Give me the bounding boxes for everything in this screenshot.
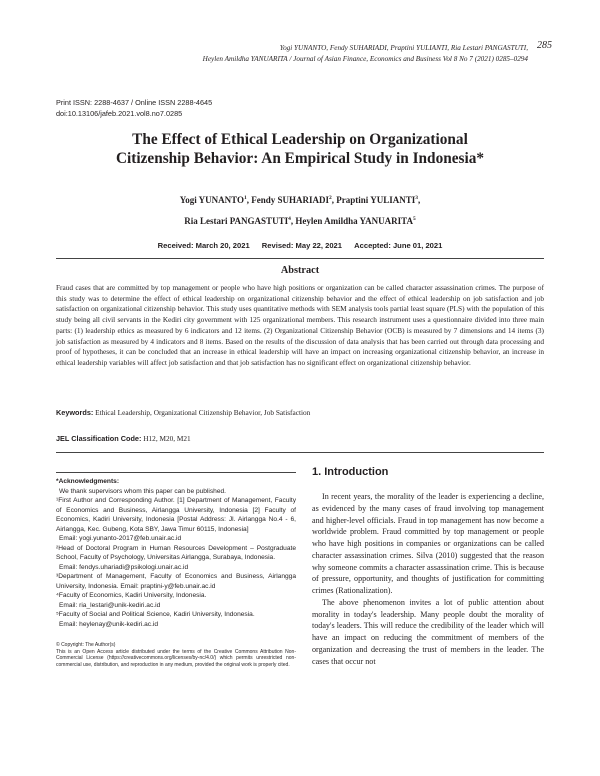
keywords-label: Keywords: bbox=[56, 408, 94, 417]
page-number: 285 bbox=[537, 40, 552, 51]
jel-codes: H12, M20, M21 bbox=[143, 434, 191, 443]
running-header bbox=[58, 43, 528, 65]
doi-link[interactable]: doi:10.13106/jafeb.2021.vol8.no7.0285 bbox=[56, 108, 183, 118]
footnote-divider bbox=[56, 472, 296, 473]
section-heading-introduction: 1. Introduction bbox=[312, 466, 389, 478]
footnote-item: ¹First Author and Corresponding Author. [1] Department of Management, Faculty of Economics and Business, Airlangga University, Indonesia [2] Faculty of Economics, Kadiri University, Indonesia [Postal Address: Jl. Airlangga No.4 - 6, Airlangga, Kec. Gubeng, Kota SBY, Jawa Timur 60115, Indonesia] bbox=[56, 497, 296, 533]
keywords bbox=[56, 408, 544, 417]
acknowledgments-text: We thank supervisors whom this paper can be published. bbox=[59, 487, 227, 495]
running-header-line2: Heylen Amildha YANUARITA / Journal of Asian Finance, Economics and Business Vol 8 No 7 (2021) 0285–0294 bbox=[202, 55, 528, 63]
author-affil: 4 bbox=[288, 216, 291, 222]
revised-date: Revised: May 22, 2021 bbox=[261, 241, 343, 250]
author-name: Heylen Amildha YANUARITA bbox=[295, 216, 414, 226]
footnote-item: ³Department of Management, Faculty of Economics and Business, Airlangga University, Indonesia. Email: praptini-y@feb.unair.ac.id bbox=[56, 573, 296, 590]
introduction-paragraph: In recent years, the morality of the leader is experiencing a decline, as evidenced by the many cases of fraud involving top management and higher-level officials. Fraud in top management has now become a worldwide problem. Fraud committed by top management or people who have high positions in companies or organizations can be called character assassination crimes. Silva (2010) suggested that the reason why someone commits a character assassination crime. This is because of pressure, opportunity, and thoughts of justification for committing crimes (Rationalization). bbox=[312, 492, 544, 595]
abstract-text: Fraud cases that are committed by top management or people who have high positions or organization can be called character assassination crimes. The purpose of this study was to determine the effect of ethical leadership on organizational citizenship behavior and the effect of ethical leadership on job satisfaction and job satisfaction on organizational citizenship behavior. This study uses quantitative methods with SEM analysis tools partial least square (PLS) with the population of this study being all civil servants in the Kediri city government with 125 organizational members. This research instrument uses a questionnaire divided into three main parts: (1) leadership ethics as measured by 6 indicators and 12 items. (2) Organizational Citizenship Behavior (OCB) is measured by 7 dimensions and 14 items (3) job satisfaction as measured by 4 indicators and 8 items. Based on the results of the discussion of data analysis that has been carried out through data processing and proof of hypotheses, it can be concluded that an increase in ethical leadership will have an impact on increasing organizational citizenship behavior, an increase in ethical leadership variables will affect job satisfaction and that job satisfaction has no significant effect on organizational citizenship behavior. bbox=[56, 283, 544, 367]
author-name: Ria Lestari PANGASTUTI bbox=[184, 216, 289, 226]
author-line2 bbox=[40, 216, 560, 226]
divider bbox=[56, 258, 544, 259]
issn: Print ISSN: 2288-4637 / Online ISSN 2288-4645 bbox=[56, 98, 213, 107]
footnote-email[interactable]: Email: heylenay@unik-kediri.ac.id bbox=[59, 620, 159, 628]
divider bbox=[56, 452, 544, 453]
title-line2: Citizenship Behavior: An Empirical Study in Indonesia* bbox=[115, 150, 485, 167]
footnote-email[interactable]: Email: yogi.yunanto-2017@feb.unair.ac.id bbox=[59, 535, 182, 542]
introduction-paragraph: The above phenomenon invites a lot of public attention about morality in today's leadership. Many people doubt the morality of today's leaders. This will reduce the credibility of the leader which will have an impact on reducing the commitment of members of the organization and decreasing the trust of members in the leader. The cases that occur not bbox=[312, 597, 544, 666]
acknowledgments-heading: *Acknowledgments: bbox=[56, 478, 120, 485]
abstract-heading: Abstract bbox=[280, 265, 320, 276]
footnote-item: ⁵Faculty of Social and Political Science, Kadiri University, Indonesia. bbox=[56, 611, 255, 618]
footnote-item: ²Head of Doctoral Program in Human Resources Development – Postgraduate School, Faculty of Psychology, Universitas Airlangga, Surabaya, Indonesia. bbox=[56, 544, 296, 561]
author-affil: 2 bbox=[329, 195, 332, 201]
accepted-date: Accepted: June 01, 2021 bbox=[354, 241, 443, 250]
author-line1 bbox=[40, 195, 560, 205]
jel-label: JEL Classification Code: bbox=[56, 434, 142, 443]
jel-classification bbox=[56, 434, 544, 443]
author-name: Praptini YULIANTI bbox=[336, 195, 416, 205]
author-separator: , bbox=[246, 195, 252, 205]
footnotes bbox=[56, 477, 296, 629]
author-separator: , bbox=[290, 216, 296, 226]
footnote-email[interactable]: Email: fendys.uhariadi@psikologi.unair.ac.id bbox=[59, 563, 189, 571]
copyright-notice: © Copyright: The Author(s) This is an Open Access article distributed under the terms of the Creative Commons Attribution Non-Commercial License (https://creativecommons.org/licenses/by-nc/4.0/) which permits unrestricted non-commercial use, distribution, and reproduction in any medium, provided the original work is properly cited. bbox=[56, 642, 296, 669]
author-name: Fendy SUHARIADI bbox=[251, 195, 330, 205]
author-separator: , bbox=[331, 195, 337, 205]
author-affil: 1 bbox=[244, 195, 247, 201]
article-dates bbox=[40, 241, 560, 250]
keywords-text: Ethical Leadership, Organizational Citizenship Behavior, Job Satisfaction bbox=[95, 408, 311, 417]
paper-title bbox=[40, 130, 560, 168]
journal-meta bbox=[56, 98, 212, 119]
author-name: Yogi YUNANTO bbox=[179, 195, 245, 205]
footnote-email[interactable]: Email: ria_lestari@unik-kediri.ac.id bbox=[59, 601, 161, 609]
author-affil: 3 bbox=[415, 195, 418, 201]
received-date: Received: March 20, 2021 bbox=[157, 241, 250, 250]
title-line1: The Effect of Ethical Leadership on Organizational bbox=[132, 131, 468, 148]
author-separator: , bbox=[417, 195, 421, 205]
introduction-body bbox=[312, 491, 544, 667]
running-header-line1: Yogi YUNANTO, Fendy SUHARIADI, Praptini YULIANTI, Ria Lestari PANGASTUTI, bbox=[279, 44, 528, 52]
footnote-item: ⁴Faculty of Economics, Kadiri University, Indonesia. bbox=[56, 592, 207, 599]
author-affil: 5 bbox=[413, 216, 416, 222]
